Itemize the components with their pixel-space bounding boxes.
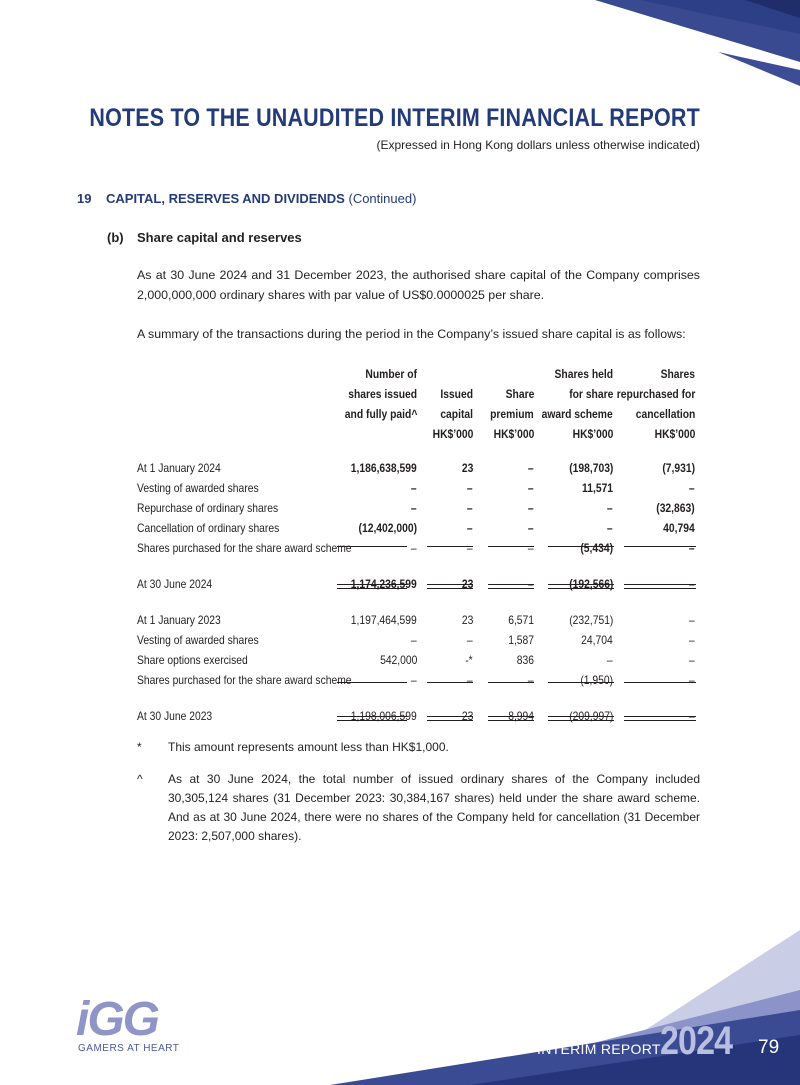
table-cell: (198,703) xyxy=(568,461,613,475)
table-cell: 23 xyxy=(461,613,473,627)
header-cell: Share xyxy=(505,387,534,401)
footnote-mark: ^ xyxy=(137,772,143,786)
page-subtitle: (Expressed in Hong Kong dollars unless otherwise indicated) xyxy=(376,138,700,152)
row-label: At 1 January 2024 xyxy=(137,461,221,475)
table-header-row xyxy=(137,364,700,384)
header-cell: for share xyxy=(568,387,613,401)
share-capital-table xyxy=(137,364,700,726)
table-cell: – xyxy=(411,541,417,555)
table-cell: – xyxy=(689,709,695,723)
footnote-text: As at 30 June 2024, the total number of issued ordinary shares of the Company included 30,305,124 shares (31 December 2023: 30,384,167 shares) held under the share award scheme. And as at 30 June 2024, there were no shares of the Company held for cancellation (31 December 2023: 2,507,000 shares). xyxy=(168,772,700,843)
table-cell: – xyxy=(411,501,417,515)
table-cell: 23 xyxy=(461,461,473,475)
table-cell: 24,704 xyxy=(581,633,613,647)
header-cell: capital xyxy=(440,407,473,421)
table-row xyxy=(137,498,700,518)
table-cell: – xyxy=(689,541,695,555)
table-cell: – xyxy=(689,653,695,667)
subsection-label: (b) xyxy=(107,230,124,245)
table-header-row xyxy=(137,384,700,404)
table-cell: 542,000 xyxy=(379,653,417,667)
table-row xyxy=(137,650,700,670)
footer-report-label: INTERIM REPORT xyxy=(537,1041,661,1057)
row-label: At 30 June 2023 xyxy=(137,709,213,723)
table-cell: – xyxy=(689,577,695,591)
header-cell: HK$’000 xyxy=(493,427,534,441)
table-cell: (7,931) xyxy=(662,461,695,475)
subsection-title: Share capital and reserves xyxy=(137,230,302,245)
table-header-row xyxy=(137,404,700,424)
header-cell: HK$’000 xyxy=(432,427,473,441)
table-cell: 1,174,236,599 xyxy=(350,577,417,591)
table-cell: – xyxy=(607,501,613,515)
table-cell: 40,794 xyxy=(663,521,695,535)
header-cell: repurchased for xyxy=(616,387,695,401)
header-cell: shares issued xyxy=(348,387,417,401)
table-cell: -* xyxy=(465,653,473,667)
table-row xyxy=(137,478,700,498)
table-cell: – xyxy=(528,541,534,555)
table-cell: – xyxy=(528,577,534,591)
table-cell: – xyxy=(467,501,473,515)
page-number: 79 xyxy=(758,1037,780,1058)
table-cell: 1,198,006,599 xyxy=(350,709,417,723)
table-cell: – xyxy=(411,633,417,647)
table-cell: 23 xyxy=(461,577,473,591)
table-cell: 836 xyxy=(516,653,534,667)
row-label: Vesting of awarded shares xyxy=(137,633,259,647)
table-cell: – xyxy=(411,673,417,687)
header-cell: Issued xyxy=(440,387,473,401)
table-cell: 23 xyxy=(461,709,473,723)
header-cell: Shares xyxy=(660,367,695,381)
header-cell: Shares held xyxy=(554,367,613,381)
table-cell: – xyxy=(528,481,534,495)
table-cell: – xyxy=(689,481,695,495)
table-cell: 1,587 xyxy=(508,633,534,647)
row-label: Share options exercised xyxy=(137,653,248,667)
table-row xyxy=(137,518,700,538)
logo-tagline: GAMERS AT HEART xyxy=(78,1043,180,1054)
table-cell: – xyxy=(411,481,417,495)
row-label: Repurchase of ordinary shares xyxy=(137,501,279,515)
section-heading xyxy=(77,191,416,206)
table-row xyxy=(137,670,700,690)
table-cell: 6,571 xyxy=(508,613,534,627)
table-cell: – xyxy=(467,521,473,535)
table-cell: – xyxy=(689,673,695,687)
footnote-caret xyxy=(137,770,700,846)
header-cell: cancellation xyxy=(635,407,695,421)
igg-logo: iGG xyxy=(76,993,159,1046)
table-cell: – xyxy=(528,461,534,475)
row-label: At 30 June 2024 xyxy=(137,577,213,591)
row-label: At 1 January 2023 xyxy=(137,613,221,627)
row-label: Vesting of awarded shares xyxy=(137,481,259,495)
table-cell: – xyxy=(467,633,473,647)
table-cell: – xyxy=(467,673,473,687)
header-cell: award scheme xyxy=(541,407,613,421)
page-title: NOTES TO THE UNAUDITED INTERIM FINANCIAL REPORT xyxy=(89,104,700,132)
section-continued: (Continued) xyxy=(348,191,417,206)
table-cell: 11,571 xyxy=(581,481,613,495)
table-cell: – xyxy=(689,633,695,647)
footnote-mark: * xyxy=(137,740,142,754)
header-cell: premium xyxy=(490,407,534,421)
table-cell: – xyxy=(528,501,534,515)
header-cell: Number of xyxy=(365,367,417,381)
table-cell: – xyxy=(689,613,695,627)
table-cell: 1,186,638,599 xyxy=(350,461,417,475)
row-label: Shares purchased for the share award scheme xyxy=(137,541,352,555)
subsection-heading xyxy=(107,230,302,245)
table-cell: (12,402,000) xyxy=(358,521,417,535)
header-cell: HK$’000 xyxy=(572,427,613,441)
table-row xyxy=(137,538,700,558)
section-title: CAPITAL, RESERVES AND DIVIDENDS xyxy=(106,191,345,206)
table-cell: – xyxy=(528,673,534,687)
table-cell: – xyxy=(607,521,613,535)
table-total-row xyxy=(137,574,700,594)
table-row xyxy=(137,630,700,650)
table-cell: – xyxy=(528,521,534,535)
header-cell: HK$’000 xyxy=(654,427,695,441)
footnote-asterisk xyxy=(137,738,700,757)
table-cell: – xyxy=(467,481,473,495)
table-cell: – xyxy=(467,541,473,555)
table-total-row xyxy=(137,706,700,726)
table-cell: (192,566) xyxy=(568,577,613,591)
footnote-text: This amount represents amount less than HK$1,000. xyxy=(168,740,449,754)
row-label: Cancellation of ordinary shares xyxy=(137,521,280,535)
table-row xyxy=(137,458,700,478)
table-header-row xyxy=(137,424,700,444)
paragraph-summary-intro: A summary of the transactions during the period in the Company’s issued share capital is as follows: xyxy=(137,327,686,341)
table-cell: – xyxy=(607,653,613,667)
section-number: 19 xyxy=(77,191,92,206)
row-label: Shares purchased for the share award scheme xyxy=(137,673,352,687)
table-cell: (209,997) xyxy=(568,709,613,723)
table-cell: 8,994 xyxy=(508,709,534,723)
table-cell: 1,197,464,599 xyxy=(350,613,417,627)
paragraph-authorised-capital: As at 30 June 2024 and 31 December 2023, the authorised share capital of the Company comprises 2,000,000,000 ordinary shares with par value of US$0.0000025 per share. xyxy=(137,268,700,302)
table-cell: (32,863) xyxy=(656,501,695,515)
table-cell: (1,950) xyxy=(580,673,613,687)
header-cell: and fully paid^ xyxy=(344,407,417,421)
footer-year: 2024 xyxy=(660,1019,733,1063)
table-cell: (232,751) xyxy=(568,613,613,627)
table-row xyxy=(137,610,700,630)
table-cell: (5,434) xyxy=(580,541,613,555)
